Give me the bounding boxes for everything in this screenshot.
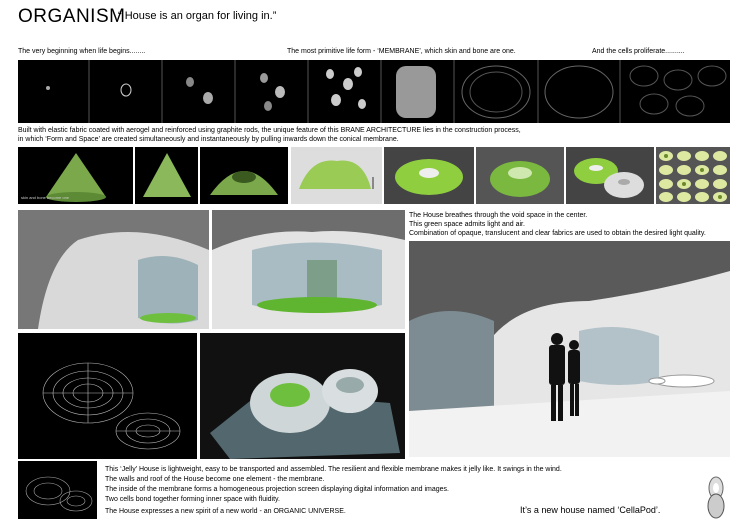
jelly-text-5: The House expresses a new spirit of a new world - an ORGANIC UNIVERSE.	[105, 508, 346, 515]
cell-strip	[18, 60, 730, 123]
caption-construction-2: in which ‘Form and Space’ are created simultaneously and instantaneously by pulling inwards down the conical membrane.	[18, 136, 399, 143]
model-render	[200, 333, 405, 459]
small-label: skin and bone become one	[21, 195, 70, 200]
jelly-text-3: The inside of the membrane forms a homogeneous projection screen displaying digital information and images.	[105, 486, 449, 493]
interior-render-large	[409, 241, 730, 457]
caption-construction-1: Built with elastic fabric coated with aerogel and reinforced using graphite rods, the unique feature of this BRANE ARCHITECTURE lies in the construction process,	[18, 127, 521, 134]
cellapod-logo	[703, 474, 729, 520]
caption-membrane: The most primitive life form - ‘MEMBRANE’, which skin and bone are one.	[287, 48, 516, 55]
caption-beginning: The very beginning when life begins........	[18, 48, 146, 55]
interior-render-2	[212, 210, 405, 329]
cone-step-1	[18, 147, 133, 204]
jelly-text-4: Two cells bond together forming inner space with fluidity.	[105, 496, 280, 503]
house-text-3: Combination of opaque, translucent and clear fabrics are used to obtain the desired light quality.	[409, 230, 706, 237]
cone-step-2	[135, 147, 198, 204]
house-text-1: The House breathes through the void space in the center.	[409, 212, 588, 219]
house-text-2: This green space admits light and air.	[409, 221, 525, 228]
cone-step-4	[291, 147, 382, 204]
wireframe-render	[18, 333, 197, 459]
closing-line: It’s a new house named ‘CellaPod’.	[520, 505, 661, 515]
jelly-text-2: The walls and roof of the House become one element - the membrane.	[105, 476, 325, 483]
page-title: ORGANISM	[18, 6, 126, 27]
caption-proliferate: And the cells proliferate..........	[592, 48, 685, 55]
torus-view-1	[384, 147, 474, 204]
torus-view-2	[476, 147, 564, 204]
cone-step-3	[200, 147, 288, 204]
jelly-text-1: This ‘Jelly’ House is lightweight, easy to be transported and assembled. The resilient and flexible membrane makes it jelly like. It swings in the wind.	[105, 466, 562, 473]
torus-array	[656, 147, 730, 204]
page-quote: “ House is an organ for living in.”	[118, 10, 277, 22]
small-wireframe	[18, 461, 97, 519]
torus-pair	[566, 147, 654, 204]
interior-render-1	[18, 210, 209, 329]
